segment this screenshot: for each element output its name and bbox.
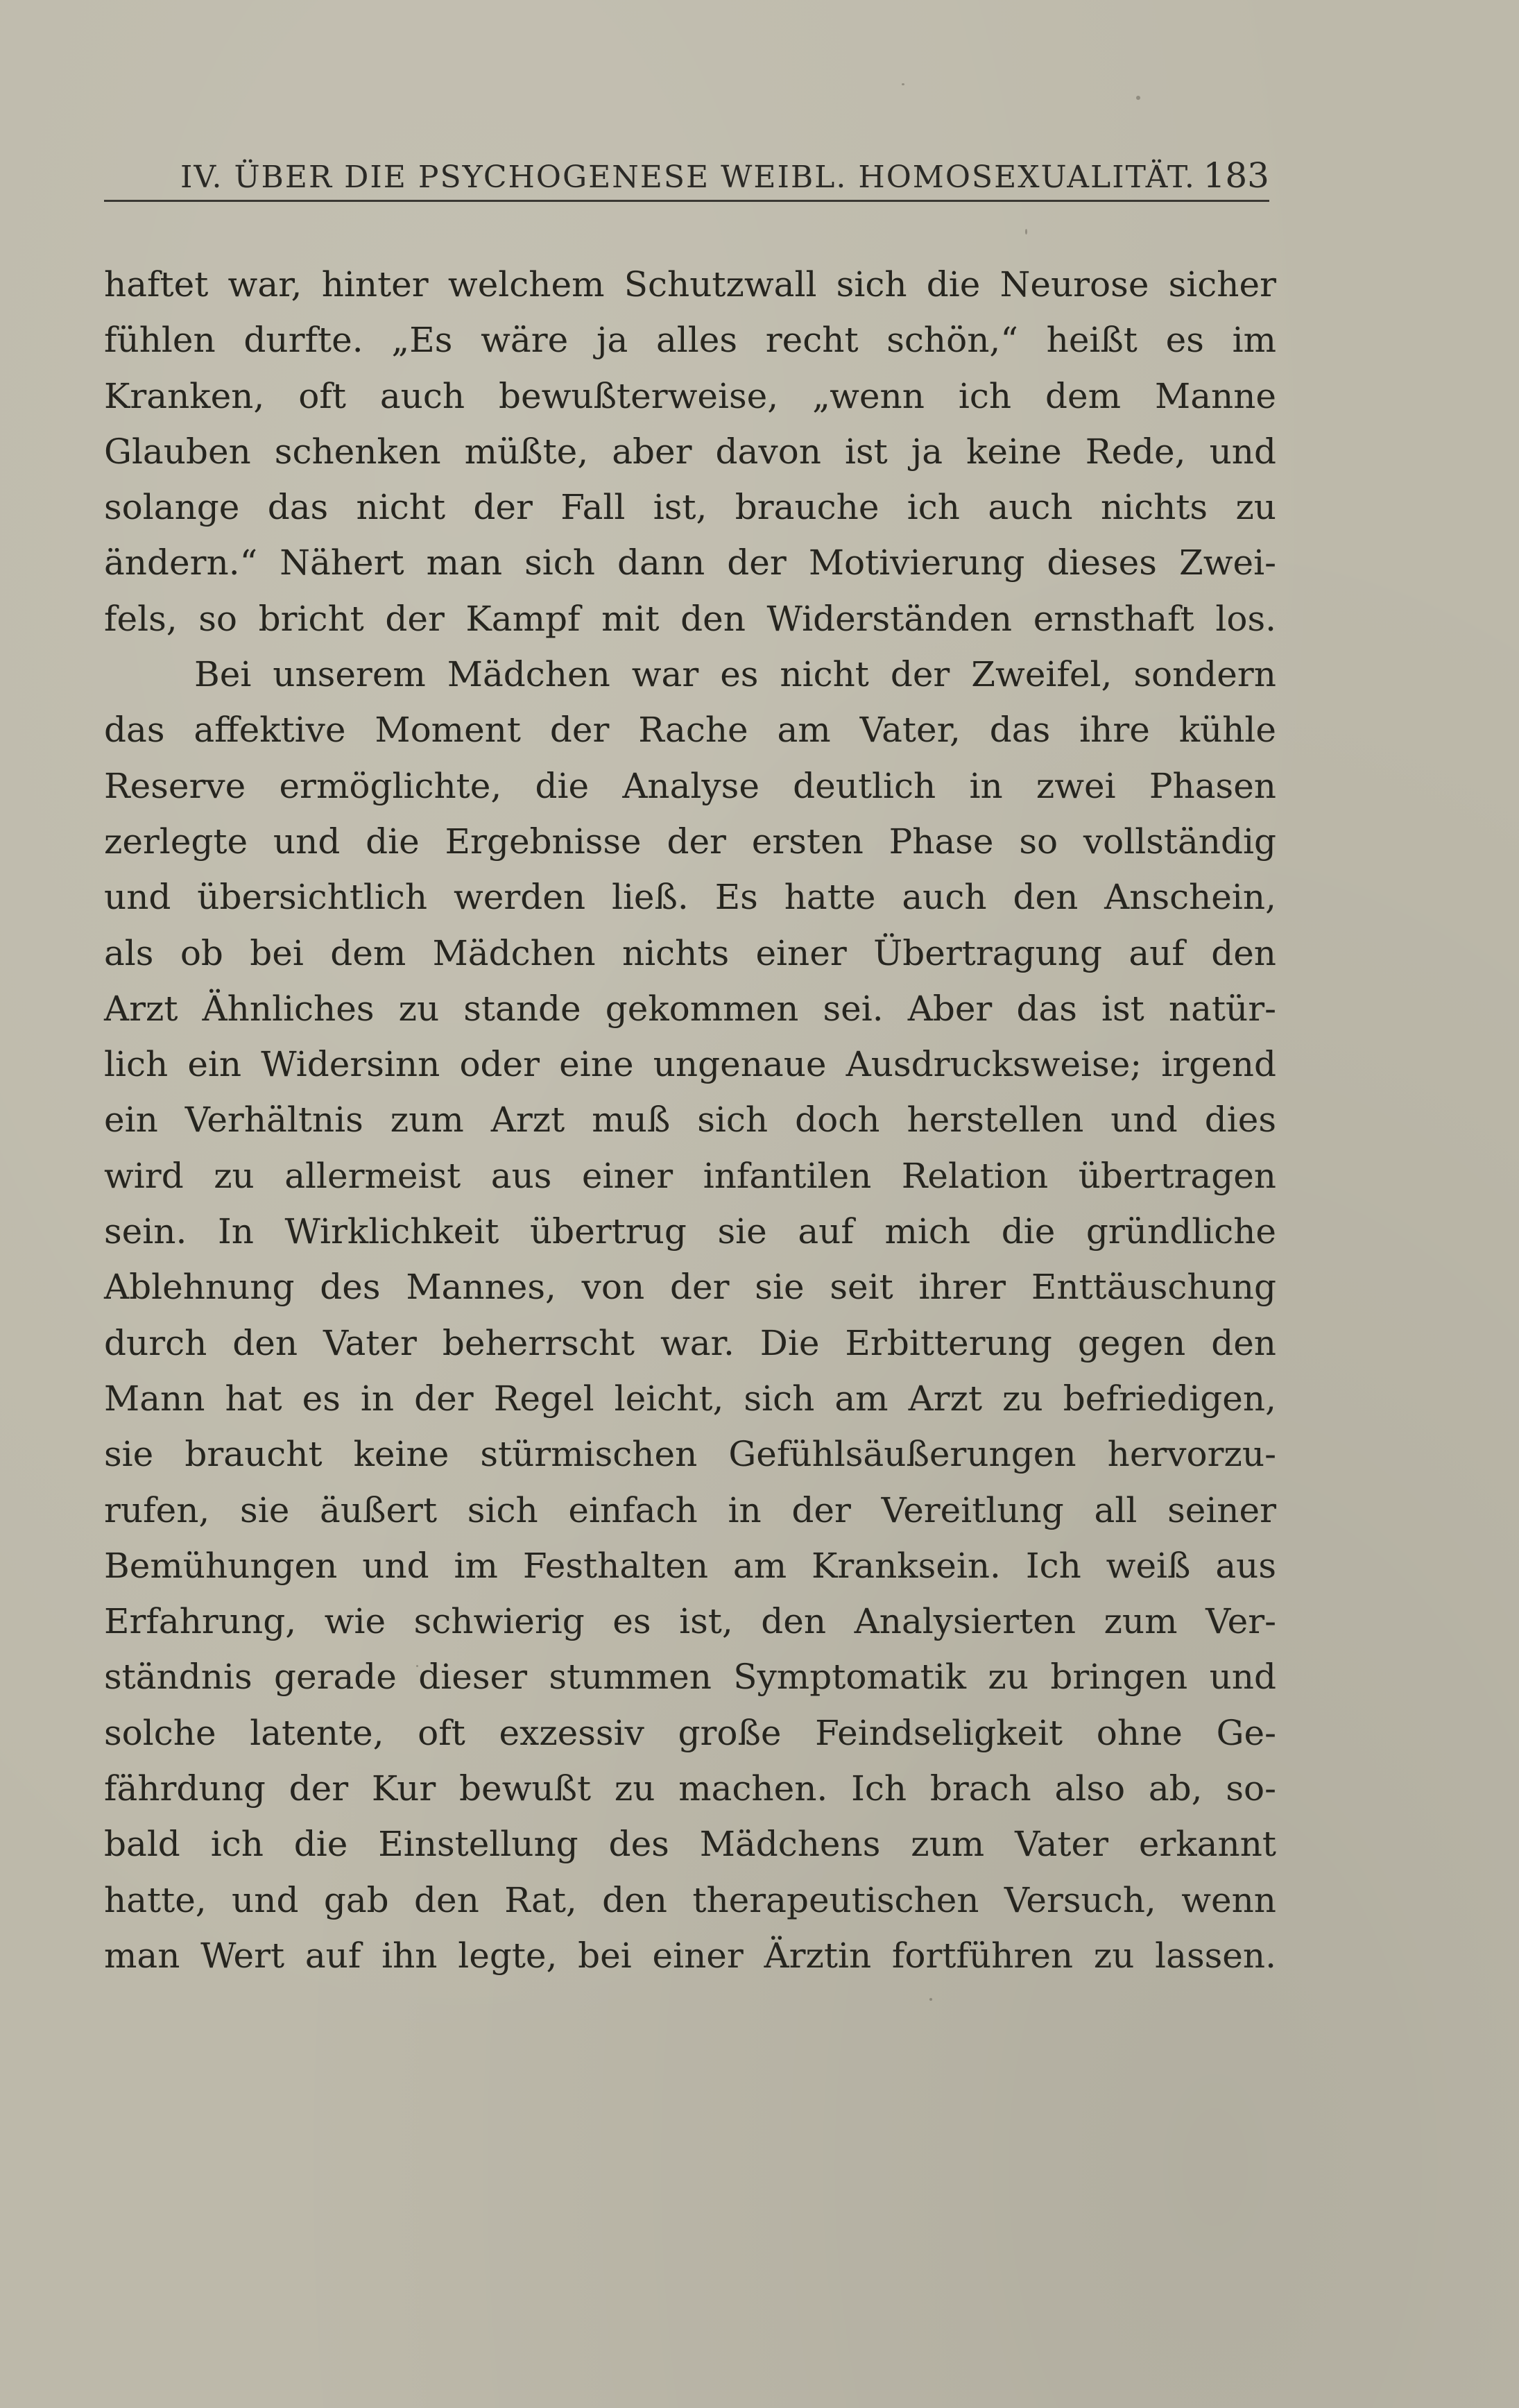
text-line: man Wert auf ihn legte, bei einer Ärztin fortführen zu lassen.	[104, 1935, 1276, 1976]
text-line: ändern.“ Nähert man sich dann der Motivierung dieses Zwei-	[104, 543, 1276, 583]
paper-speck	[1025, 229, 1027, 234]
text-line: als ob bei dem Mädchen nichts einer Übertragung auf den	[104, 932, 1276, 973]
text-line: rufen, sie äußert sich einfach in der Vereitlung all seiner	[104, 1489, 1276, 1530]
paper-speck	[1136, 96, 1140, 100]
paper-speck	[902, 83, 904, 85]
body-text	[104, 257, 1276, 1983]
page-number: 183	[1203, 155, 1269, 196]
text-line: ständnis gerade dieser stummen Symptomatik zu bringen und	[104, 1657, 1276, 1698]
text-line: hatte, und gab den Rat, den therapeutischen Versuch, wenn	[104, 1879, 1276, 1920]
text-line: ein Verhältnis zum Arzt muß sich doch herstellen und dies	[104, 1100, 1276, 1141]
text-line: solange das nicht der Fall ist, brauche ich auch nichts zu	[104, 487, 1276, 528]
text-line: lich ein Widersinn oder eine ungenaue Ausdrucksweise; irgend	[104, 1044, 1276, 1085]
text-line: Erfahrung, wie schwierig es ist, den Analysierten zum Ver-	[104, 1601, 1276, 1642]
text-line: Arzt Ähnliches zu stande gekommen sei. Aber das ist natür-	[104, 988, 1276, 1029]
paper-speck	[929, 1998, 932, 2001]
text-line: wird zu allermeist aus einer infantilen Relation übertragen	[104, 1155, 1276, 1196]
running-head-title: IV. ÜBER DIE PSYCHOGENESE WEIBL. HOMOSEXUALITÄT.	[180, 160, 1196, 195]
text-line: und übersichtlich werden ließ. Es hatte auch den Anschein,	[104, 877, 1276, 918]
text-line: Glauben schenken müßte, aber davon ist ja keine Rede, und	[104, 431, 1276, 472]
paper-speck	[416, 1665, 418, 1667]
text-line: solche latente, oft exzessiv große Feindseligkeit ohne Ge-	[104, 1712, 1276, 1753]
paragraph-first-line: Bei unserem Mädchen war es nicht der Zweifel, sondern	[194, 654, 1276, 695]
text-line: zerlegte und die Ergebnisse der ersten Phase so vollständig	[104, 821, 1276, 862]
text-line: bald ich die Einstellung des Mädchens zum Vater erkannt	[104, 1824, 1276, 1865]
text-line: fels, so bricht der Kampf mit den Widerständen ernsthaft los.	[104, 598, 1276, 639]
text-line: haftet war, hinter welchem Schutzwall sich die Neurose sicher	[104, 264, 1276, 305]
text-line: sie braucht keine stürmischen Gefühlsäußerungen hervorzu-	[104, 1434, 1276, 1475]
header-rule	[104, 200, 1269, 202]
text-line: Reserve ermöglichte, die Analyse deutlich in zwei Phasen	[104, 765, 1276, 806]
text-line: durch den Vater beherrscht war. Die Erbitterung gegen den	[104, 1322, 1276, 1363]
text-line: das affektive Moment der Rache am Vater, das ihre kühle	[104, 710, 1276, 751]
running-head	[104, 151, 1269, 207]
text-line: Bemühungen und im Festhalten am Kranksein. Ich weiß aus	[104, 1545, 1276, 1586]
text-line: sein. In Wirklichkeit übertrug sie auf mich die gründliche	[104, 1211, 1276, 1252]
text-line: fühlen durfte. „Es wäre ja alles recht schön,“ heißt es im	[104, 320, 1276, 361]
text-line: fährdung der Kur bewußt zu machen. Ich brach also ab, so-	[104, 1768, 1276, 1809]
text-line: Ablehnung des Mannes, von der sie seit ihrer Enttäuschung	[104, 1267, 1276, 1308]
text-line: Kranken, oft auch bewußterweise, „wenn ich dem Manne	[104, 375, 1276, 416]
text-line: Mann hat es in der Regel leicht, sich am Arzt zu befriedigen,	[104, 1378, 1276, 1419]
